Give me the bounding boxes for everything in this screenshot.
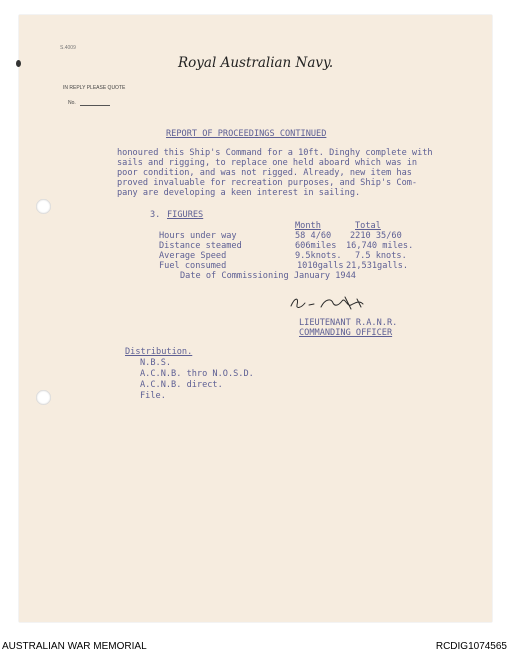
signatory-office: COMMANDING OFFICER xyxy=(299,328,393,338)
archive-credit: AUSTRALIAN WAR MEMORIAL xyxy=(2,641,147,652)
reply-number-line xyxy=(80,105,110,106)
distribution-item: A.C.N.B. direct. xyxy=(140,380,223,390)
distribution-title: Distribution. xyxy=(125,347,193,357)
reply-number-label: No. xyxy=(68,100,76,106)
letterhead-title: Royal Australian Navy. xyxy=(178,55,334,71)
paragraph-line: pany are developing a keen interest in sailing. xyxy=(117,188,361,198)
paragraph-line: proved invaluable for recreation purposes, and Ship's Com- xyxy=(117,178,418,188)
signatory-rank: LIEUTENANT R.A.N.R. xyxy=(299,318,398,328)
table-row-label: Fuel consumed xyxy=(159,261,227,271)
table-cell-month: 1010galls xyxy=(297,261,344,271)
handwritten-signature xyxy=(287,293,387,313)
table-cell-total: 21,531galls. xyxy=(346,261,409,271)
table-row-label: Distance steamed xyxy=(159,241,242,251)
column-header-total: Total xyxy=(355,221,381,231)
table-row-label: Hours under way xyxy=(159,231,237,241)
distribution-item: File. xyxy=(140,391,166,401)
section-title: FIGURES xyxy=(167,210,204,220)
table-cell-month: 606miles xyxy=(295,241,337,251)
paragraph-line: honoured this Ship's Command for a 10ft. Dinghy complete with xyxy=(117,148,433,158)
archive-record-id: RCDIG1074565 xyxy=(435,641,507,652)
commissioning-note: Date of Commissioning January 1944 xyxy=(180,271,356,281)
table-row-label: Average Speed xyxy=(159,251,227,261)
table-cell-month: 9.5knots. xyxy=(295,251,342,261)
report-heading: REPORT OF PROCEEDINGS CONTINUED xyxy=(166,129,327,139)
punch-hole-top xyxy=(36,199,51,214)
column-header-month: Month xyxy=(295,221,321,231)
binding-mark xyxy=(16,60,21,67)
table-cell-total: 7.5 knots. xyxy=(355,251,407,261)
table-cell-month: 58 4/60 xyxy=(295,231,332,241)
distribution-item: A.C.N.B. thro N.O.S.D. xyxy=(140,369,254,379)
table-cell-total: 2210 35/60 xyxy=(350,231,402,241)
punch-hole-bottom xyxy=(36,390,51,405)
paragraph-line: sails and rigging, to replace one held aboard which was in xyxy=(117,158,418,168)
distribution-item: N.B.S. xyxy=(140,358,172,368)
paragraph-line: poor condition, and was not rigged. Already, new item has xyxy=(117,168,412,178)
form-number: S.4009 xyxy=(60,45,76,51)
reply-prompt: IN REPLY PLEASE QUOTE xyxy=(63,85,126,91)
section-number: 3. xyxy=(150,210,161,220)
table-cell-total: 16,740 miles. xyxy=(346,241,414,251)
document-page xyxy=(19,15,492,622)
